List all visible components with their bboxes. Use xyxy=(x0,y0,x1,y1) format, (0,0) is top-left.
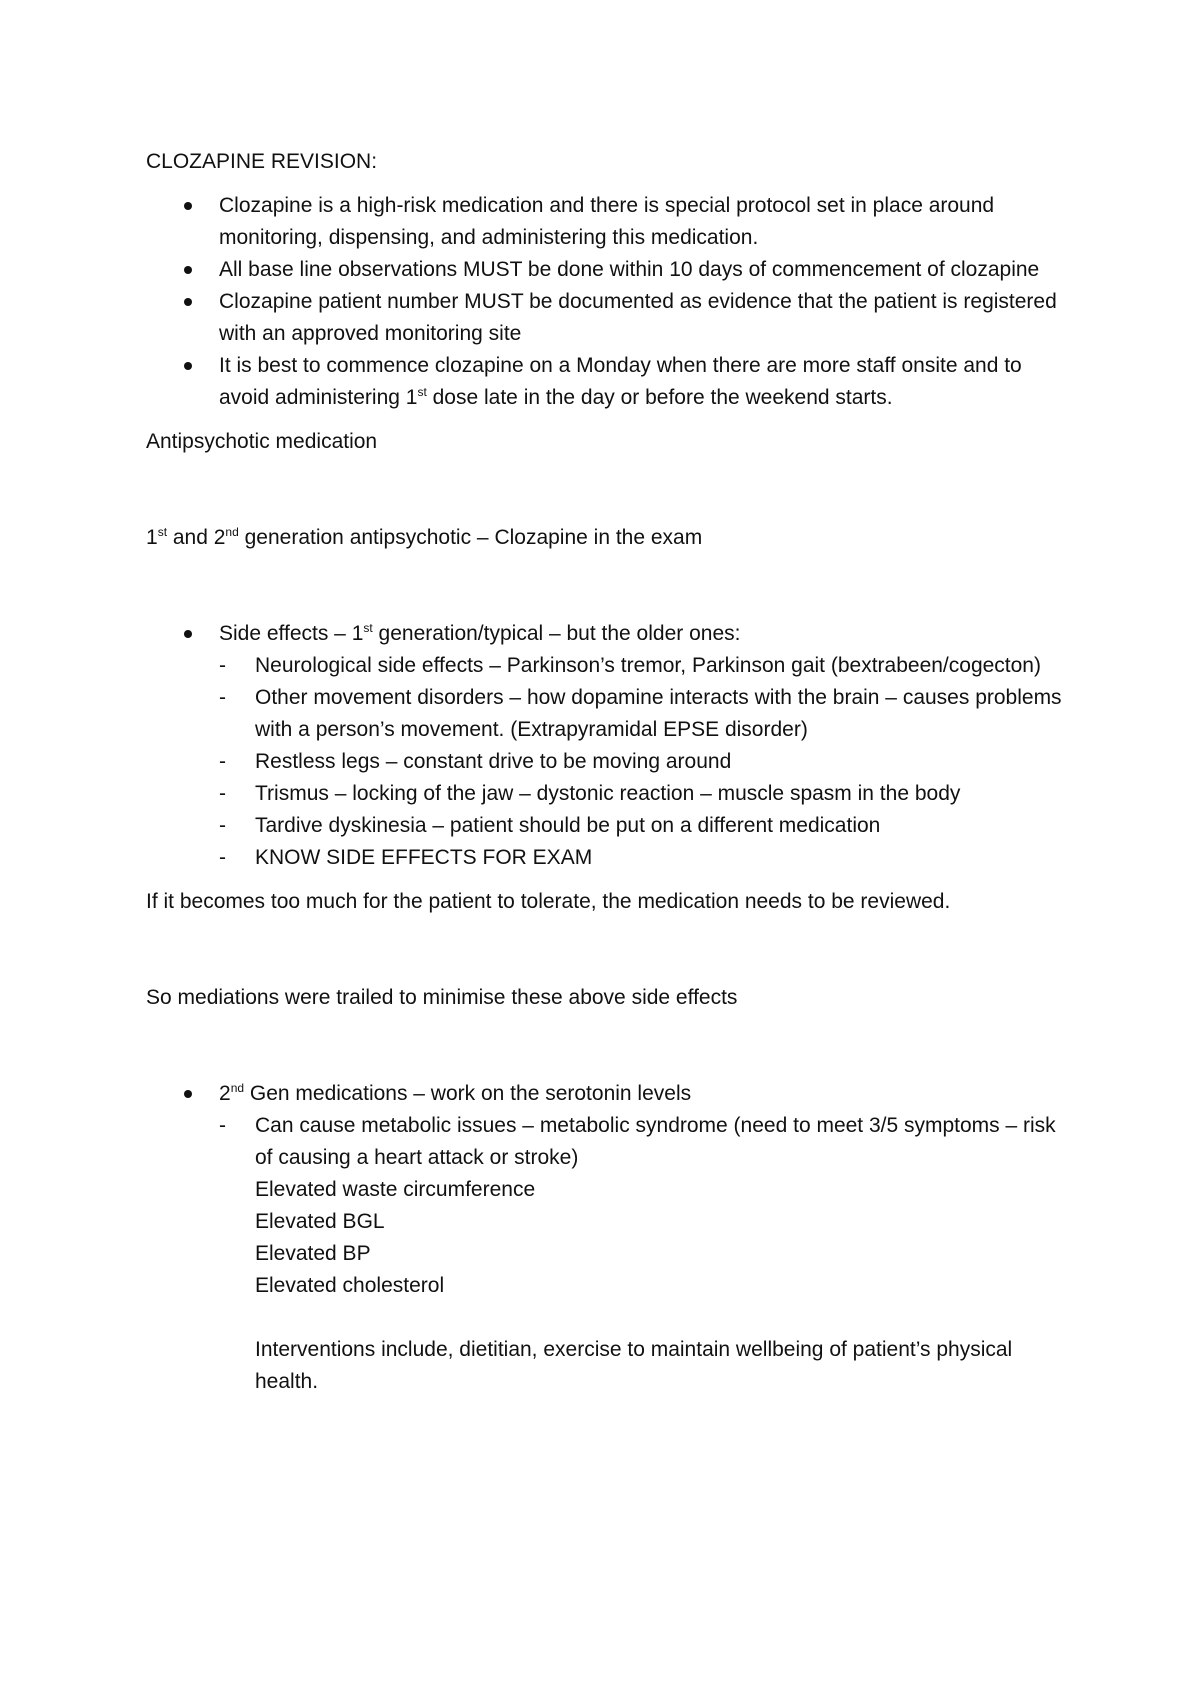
text-fragment: 1 xyxy=(146,526,158,549)
second-gen-bullet-list xyxy=(146,1078,1076,1398)
generations-line xyxy=(146,522,1076,554)
list-item: Clozapine is a high-risk medication and there is special protocol set in place around monitoring, dispensing, and administering this medication. xyxy=(146,190,1076,254)
side-effects-dash-list xyxy=(219,650,1076,874)
mediations-paragraph: So mediations were trailed to minimise these above side effects xyxy=(146,986,738,1009)
list-item: Elevated waste circumference xyxy=(255,1178,536,1201)
list-item: - Trismus – locking of the jaw – dystonic reaction – muscle spasm in the body xyxy=(219,778,1076,810)
text-fragment: generation/typical – but the older ones: xyxy=(372,622,741,645)
list-item: - Other movement disorders – how dopamine interacts with the brain – causes problems with a person’s movement. (Extrapyramidal EPSE disorder) xyxy=(219,682,1076,746)
text-fragment: Gen medications – work on the serotonin levels xyxy=(244,1082,692,1105)
list-item: Elevated cholesterol xyxy=(255,1274,445,1297)
list-item: - Can cause metabolic issues – metabolic syndrome (need to meet 3/5 symptoms – risk of causing a heart attack or stroke) xyxy=(219,1110,1076,1174)
list-item-side-effects xyxy=(146,618,1076,874)
superscript: st xyxy=(363,621,373,635)
document-body xyxy=(146,146,1076,1398)
text-fragment: Side effects – 1 xyxy=(219,622,364,645)
metabolic-dash-list xyxy=(219,1110,1076,1174)
list-item: Elevated BGL xyxy=(255,1210,385,1233)
superscript: nd xyxy=(225,525,239,539)
tolerate-paragraph: If it becomes too much for the patient to tolerate, the medication needs to be reviewed. xyxy=(146,890,951,913)
list-item-second-gen xyxy=(146,1078,1076,1398)
list-item: Elevated BP xyxy=(255,1242,371,1265)
text-fragment: 2 xyxy=(219,1082,231,1105)
text-fragment: generation antipsychotic – Clozapine in the exam xyxy=(238,526,703,549)
superscript: nd xyxy=(230,1081,245,1095)
text-fragment: dose late in the day or before the weekend starts. xyxy=(426,386,893,409)
page-title: CLOZAPINE REVISION: xyxy=(146,150,378,173)
superscript: st xyxy=(417,385,427,399)
superscript: st xyxy=(157,525,168,539)
list-item: - Tardive dyskinesia – patient should be put on a different medication xyxy=(219,810,1076,842)
list-item: All base line observations MUST be done within 10 days of commencement of clozapine xyxy=(146,254,1076,286)
metabolic-symptom-list xyxy=(219,1174,1076,1398)
list-item: - Restless legs – constant drive to be moving around xyxy=(219,746,1076,778)
list-item: - KNOW SIDE EFFECTS FOR EXAM xyxy=(219,842,1076,874)
list-item-monday xyxy=(146,350,1076,414)
text-fragment: and 2 xyxy=(167,526,226,549)
list-item: - Neurological side effects – Parkinson’s tremor, Parkinson gait (bextrabeen/cogecton) xyxy=(219,650,1076,682)
side-effects-bullet-list xyxy=(146,618,1076,874)
interventions-paragraph: Interventions include, dietitian, exercise to maintain wellbeing of patient’s physical health. xyxy=(255,1338,1013,1393)
list-item: Clozapine patient number MUST be documented as evidence that the patient is registered with an approved monitoring site xyxy=(146,286,1076,350)
text-fragment: It is best to commence clozapine on a Monday when there are more staff onsite and to avoid administering 1 xyxy=(219,354,1022,409)
intro-bullet-list xyxy=(146,190,1076,414)
antipsychotic-heading: Antipsychotic medication xyxy=(146,430,378,453)
